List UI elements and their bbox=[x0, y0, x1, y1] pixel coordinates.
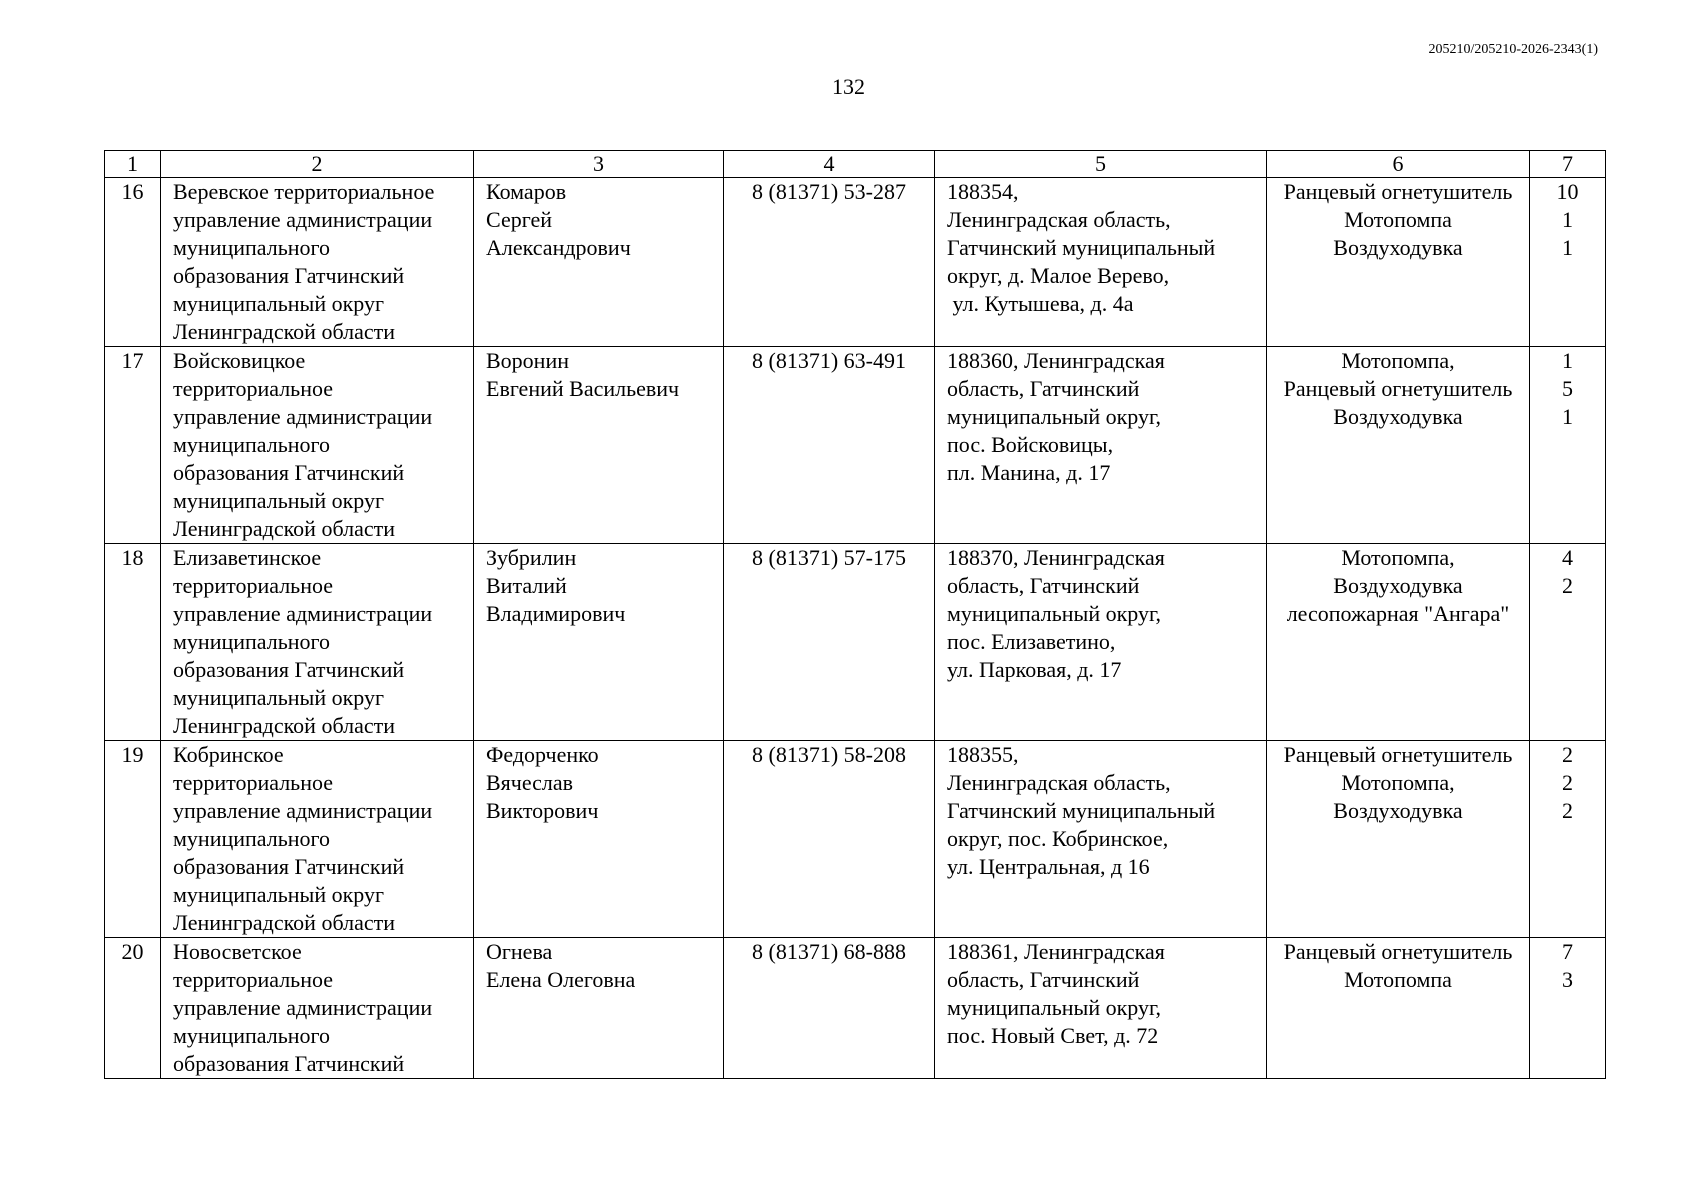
quantity-value: 5 bbox=[1562, 376, 1573, 401]
organization-line: муниципальный округ bbox=[173, 685, 385, 710]
organization-line: Ленинградской области bbox=[173, 910, 395, 935]
quantity-value: 1 bbox=[1562, 404, 1573, 429]
address-line: 188361, Ленинградская bbox=[947, 939, 1165, 964]
organization-line: территориальное bbox=[173, 967, 334, 992]
organization-line: Кобринское bbox=[173, 742, 284, 767]
address bbox=[935, 741, 1267, 938]
column-number: 6 bbox=[1267, 151, 1530, 178]
column-number: 4 bbox=[724, 151, 935, 178]
equipment-item: Воздуходувка bbox=[1333, 404, 1463, 429]
person-line: Виталий bbox=[486, 573, 567, 598]
column-number-row bbox=[105, 151, 1606, 178]
responsible-person bbox=[474, 938, 724, 1079]
organization-line: муниципального bbox=[173, 629, 331, 654]
equipment-item: Мотопомпа, bbox=[1341, 545, 1455, 570]
organization-line: управление администрации bbox=[173, 207, 433, 232]
responsible-person bbox=[474, 741, 724, 938]
address-line: Ленинградская область, bbox=[947, 207, 1171, 232]
page-number: 132 bbox=[832, 74, 865, 99]
quantity-value: 3 bbox=[1562, 967, 1573, 992]
address-line: пос. Войсковицы, bbox=[947, 432, 1114, 457]
phone-number: 8 (81371) 58-208 bbox=[724, 741, 935, 938]
quantity-value: 2 bbox=[1562, 742, 1573, 767]
organization-line: муниципального bbox=[173, 432, 331, 457]
organization-line: образования Гатчинский bbox=[173, 854, 405, 879]
row-number: 19 bbox=[105, 741, 161, 938]
equipment-item: Ранцевый огнетушитель bbox=[1283, 742, 1513, 767]
organization-name bbox=[161, 741, 474, 938]
phone-number: 8 (81371) 57-175 bbox=[724, 544, 935, 741]
address-line: пос. Елизаветино, bbox=[947, 629, 1116, 654]
address-line: ул. Парковая, д. 17 bbox=[947, 657, 1122, 682]
equipment-list bbox=[1267, 938, 1530, 1079]
person-line: Сергей bbox=[486, 207, 552, 232]
address-line: округ, пос. Кобринское, bbox=[947, 826, 1169, 851]
person-line: Вячеслав bbox=[486, 770, 574, 795]
organization-line: Веревское территориальное bbox=[173, 179, 435, 204]
quantity-value: 4 bbox=[1562, 545, 1573, 570]
organization-line: территориальное bbox=[173, 770, 334, 795]
equipment-item: Воздуходувка bbox=[1333, 798, 1463, 823]
address bbox=[935, 544, 1267, 741]
quantity-list bbox=[1530, 347, 1606, 544]
quantity-value: 7 bbox=[1562, 939, 1573, 964]
responsible-person bbox=[474, 347, 724, 544]
address-line: ул. Центральная, д 16 bbox=[947, 854, 1150, 879]
address-line: область, Гатчинский bbox=[947, 376, 1140, 401]
equipment-item: Воздуходувка bbox=[1333, 235, 1463, 260]
column-number: 2 bbox=[161, 151, 474, 178]
organization-line: Ленинградской области bbox=[173, 713, 395, 738]
quantity-value: 10 bbox=[1556, 179, 1579, 204]
responsible-person bbox=[474, 544, 724, 741]
equipment-item: Ранцевый огнетушитель bbox=[1283, 939, 1513, 964]
organization-line: управление администрации bbox=[173, 798, 433, 823]
quantity-value: 1 bbox=[1562, 348, 1573, 373]
organization-line: управление администрации bbox=[173, 995, 433, 1020]
organization-line: управление администрации bbox=[173, 404, 433, 429]
organization-line: муниципальный округ bbox=[173, 488, 385, 513]
quantity-value: 2 bbox=[1562, 798, 1573, 823]
organization-line: образования Гатчинский bbox=[173, 460, 405, 485]
equipment-list bbox=[1267, 178, 1530, 347]
address-line: 188360, Ленинградская bbox=[947, 348, 1165, 373]
organization-line: территориальное bbox=[173, 573, 334, 598]
phone-number: 8 (81371) 63-491 bbox=[724, 347, 935, 544]
equipment-item: Мотопомпа bbox=[1344, 967, 1452, 992]
address-line: муниципальный округ, bbox=[947, 995, 1162, 1020]
organization-line: образования Гатчинский bbox=[173, 263, 405, 288]
table-row bbox=[105, 544, 1606, 741]
column-number: 3 bbox=[474, 151, 724, 178]
quantity-value: 1 bbox=[1562, 207, 1573, 232]
equipment-item: лесопожарная "Ангара" bbox=[1286, 601, 1510, 626]
organization-line: Новосветское bbox=[173, 939, 302, 964]
address-line: пос. Новый Свет, д. 72 bbox=[947, 1023, 1159, 1048]
organization-line: муниципального bbox=[173, 235, 331, 260]
equipment-item: Ранцевый огнетушитель bbox=[1283, 179, 1513, 204]
person-line: Елена Олеговна bbox=[486, 967, 636, 992]
organization-name bbox=[161, 347, 474, 544]
address bbox=[935, 178, 1267, 347]
document-id: 205210/205210-2026-2343(1) bbox=[1428, 42, 1598, 57]
quantity-list bbox=[1530, 938, 1606, 1079]
table-row bbox=[105, 938, 1606, 1079]
equipment-list bbox=[1267, 347, 1530, 544]
organization-line: Ленинградской области bbox=[173, 516, 395, 541]
organization-name bbox=[161, 178, 474, 347]
organization-line: Елизаветинское bbox=[173, 545, 322, 570]
organization-line: образования Гатчинский bbox=[173, 1051, 405, 1076]
address-line: 188355, bbox=[947, 742, 1019, 767]
organization-line: Войсковицкое bbox=[173, 348, 306, 373]
address bbox=[935, 347, 1267, 544]
person-line: Александрович bbox=[486, 235, 631, 260]
address-line: ул. Кутышева, д. 4а bbox=[947, 291, 1134, 316]
person-line: Комаров bbox=[486, 179, 567, 204]
person-line: Евгений Васильевич bbox=[486, 376, 680, 401]
address-line: область, Гатчинский bbox=[947, 967, 1140, 992]
address bbox=[935, 938, 1267, 1079]
organization-line: муниципальный округ bbox=[173, 291, 385, 316]
person-line: Воронин bbox=[486, 348, 569, 373]
equipment-item: Ранцевый огнетушитель bbox=[1283, 376, 1513, 401]
address-line: муниципальный округ, bbox=[947, 601, 1162, 626]
equipment-item: Мотопомпа, bbox=[1341, 348, 1455, 373]
column-number: 5 bbox=[935, 151, 1267, 178]
organization-line: муниципального bbox=[173, 826, 331, 851]
table-row bbox=[105, 178, 1606, 347]
organization-name bbox=[161, 544, 474, 741]
equipment-table bbox=[104, 150, 1606, 1079]
address-line: Ленинградская область, bbox=[947, 770, 1171, 795]
quantity-list bbox=[1530, 544, 1606, 741]
responsible-person bbox=[474, 178, 724, 347]
equipment-item: Мотопомпа, bbox=[1341, 770, 1455, 795]
quantity-value: 1 bbox=[1562, 235, 1573, 260]
quantity-value: 2 bbox=[1562, 770, 1573, 795]
organization-line: управление администрации bbox=[173, 601, 433, 626]
phone-number: 8 (81371) 68-888 bbox=[724, 938, 935, 1079]
organization-line: Ленинградской области bbox=[173, 319, 395, 344]
quantity-list bbox=[1530, 178, 1606, 347]
row-number: 20 bbox=[105, 938, 161, 1079]
person-line: Владимирович bbox=[486, 601, 626, 626]
equipment-item: Мотопомпа bbox=[1344, 207, 1452, 232]
address-line: область, Гатчинский bbox=[947, 573, 1140, 598]
table-row bbox=[105, 741, 1606, 938]
address-line: 188370, Ленинградская bbox=[947, 545, 1165, 570]
address-line: округ, д. Малое Верево, bbox=[947, 263, 1170, 288]
row-number: 17 bbox=[105, 347, 161, 544]
address-line: пл. Манина, д. 17 bbox=[947, 460, 1111, 485]
quantity-list bbox=[1530, 741, 1606, 938]
row-number: 18 bbox=[105, 544, 161, 741]
person-line: Федорченко bbox=[486, 742, 599, 767]
quantity-value: 2 bbox=[1562, 573, 1573, 598]
organization-name bbox=[161, 938, 474, 1079]
column-number: 1 bbox=[105, 151, 161, 178]
organization-line: муниципального bbox=[173, 1023, 331, 1048]
table-row bbox=[105, 347, 1606, 544]
address-line: 188354, bbox=[947, 179, 1019, 204]
organization-line: образования Гатчинский bbox=[173, 657, 405, 682]
equipment-list bbox=[1267, 544, 1530, 741]
person-line: Викторович bbox=[486, 798, 599, 823]
column-number: 7 bbox=[1530, 151, 1606, 178]
equipment-list bbox=[1267, 741, 1530, 938]
address-line: муниципальный округ, bbox=[947, 404, 1162, 429]
equipment-item: Воздуходувка bbox=[1333, 573, 1463, 598]
address-line: Гатчинский муниципальный bbox=[947, 798, 1216, 823]
address-line: Гатчинский муниципальный bbox=[947, 235, 1216, 260]
organization-line: муниципальный округ bbox=[173, 882, 385, 907]
organization-line: территориальное bbox=[173, 376, 334, 401]
person-line: Огнева bbox=[486, 939, 553, 964]
row-number: 16 bbox=[105, 178, 161, 347]
person-line: Зубрилин bbox=[486, 545, 577, 570]
phone-number: 8 (81371) 53-287 bbox=[724, 178, 935, 347]
